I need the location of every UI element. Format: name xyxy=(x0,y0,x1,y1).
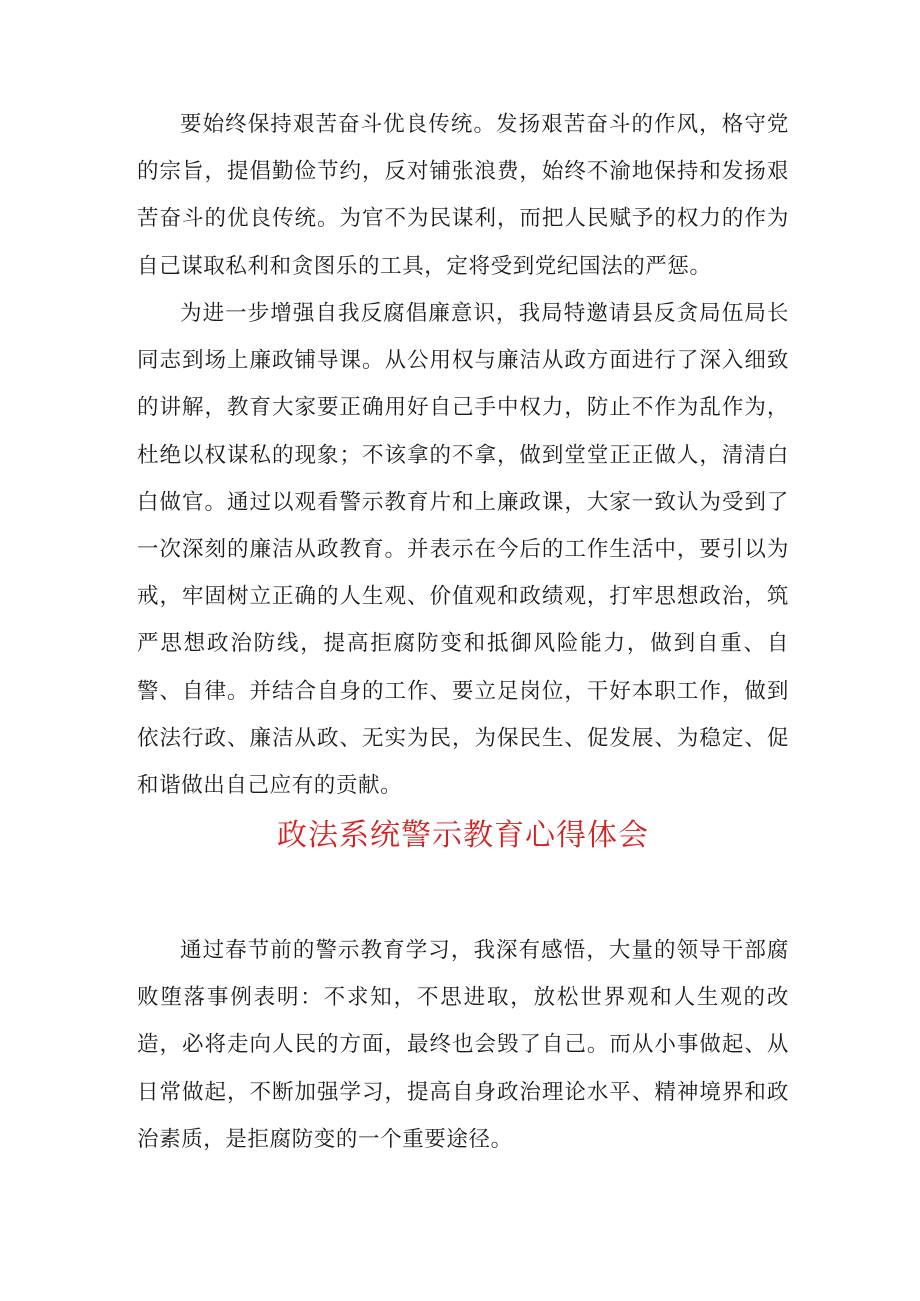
body-paragraph-1: 要始终保持艰苦奋斗优良传统。发扬艰苦奋斗的作风，格守党的宗旨，提倡勤俭节约，反对铺张浪费，始终不渝地保持和发扬艰苦奋斗的优良传统。为官不为民谋利，而把人民赋予的权力的作为自己谋取私利和贪图乐的工具，定将受到党纪国法的严惩。 xyxy=(137,112,789,279)
body-paragraph-2: 为进一步增强自我反腐倡廉意识，我局特邀请县反贪局伍局长同志到场上廉政铺导课。从公用权与廉洁从政方面进行了深入细致的讲解，教育大家要正确用好自己手中权力，防止不作为乱作为，杜绝以权谋私的现象；不该拿的不拿，做到堂堂正正做人，清清白白做官。通过以观看警示教育片和上廉政课，大家一致认为受到了一次深刻的廉洁从政教育。并表示在今后的工作生活中，要引以为戒，牢固树立正确的人生观、价值观和政绩观，打牢思想政治，筑严思想政治防线，提高拒腐防变和抵御风险能力，做到自重、自警、自律。并结合自身的工作、要立足岗位，干好本职工作，做到依法行政、廉洁从政、无实为民，为保民生、促发展、为稳定、促和谐做出自己应有的贡献。 xyxy=(137,301,789,799)
body-paragraph-3: 通过春节前的警示教育学习，我深有感悟，大量的领导干部腐败堕落事例表明：不求知，不思进取，放松世界观和人生观的改造，必将走向人民的方面，最终也会毁了自己。而从小事做起、从日常做起，不断加强学习，提高自身政治理论水平、精神境界和政治素质，是拒腐防变的一个重要途径。 xyxy=(137,938,789,1152)
section-title: 政法系统警示教育心得体会 xyxy=(277,818,649,853)
